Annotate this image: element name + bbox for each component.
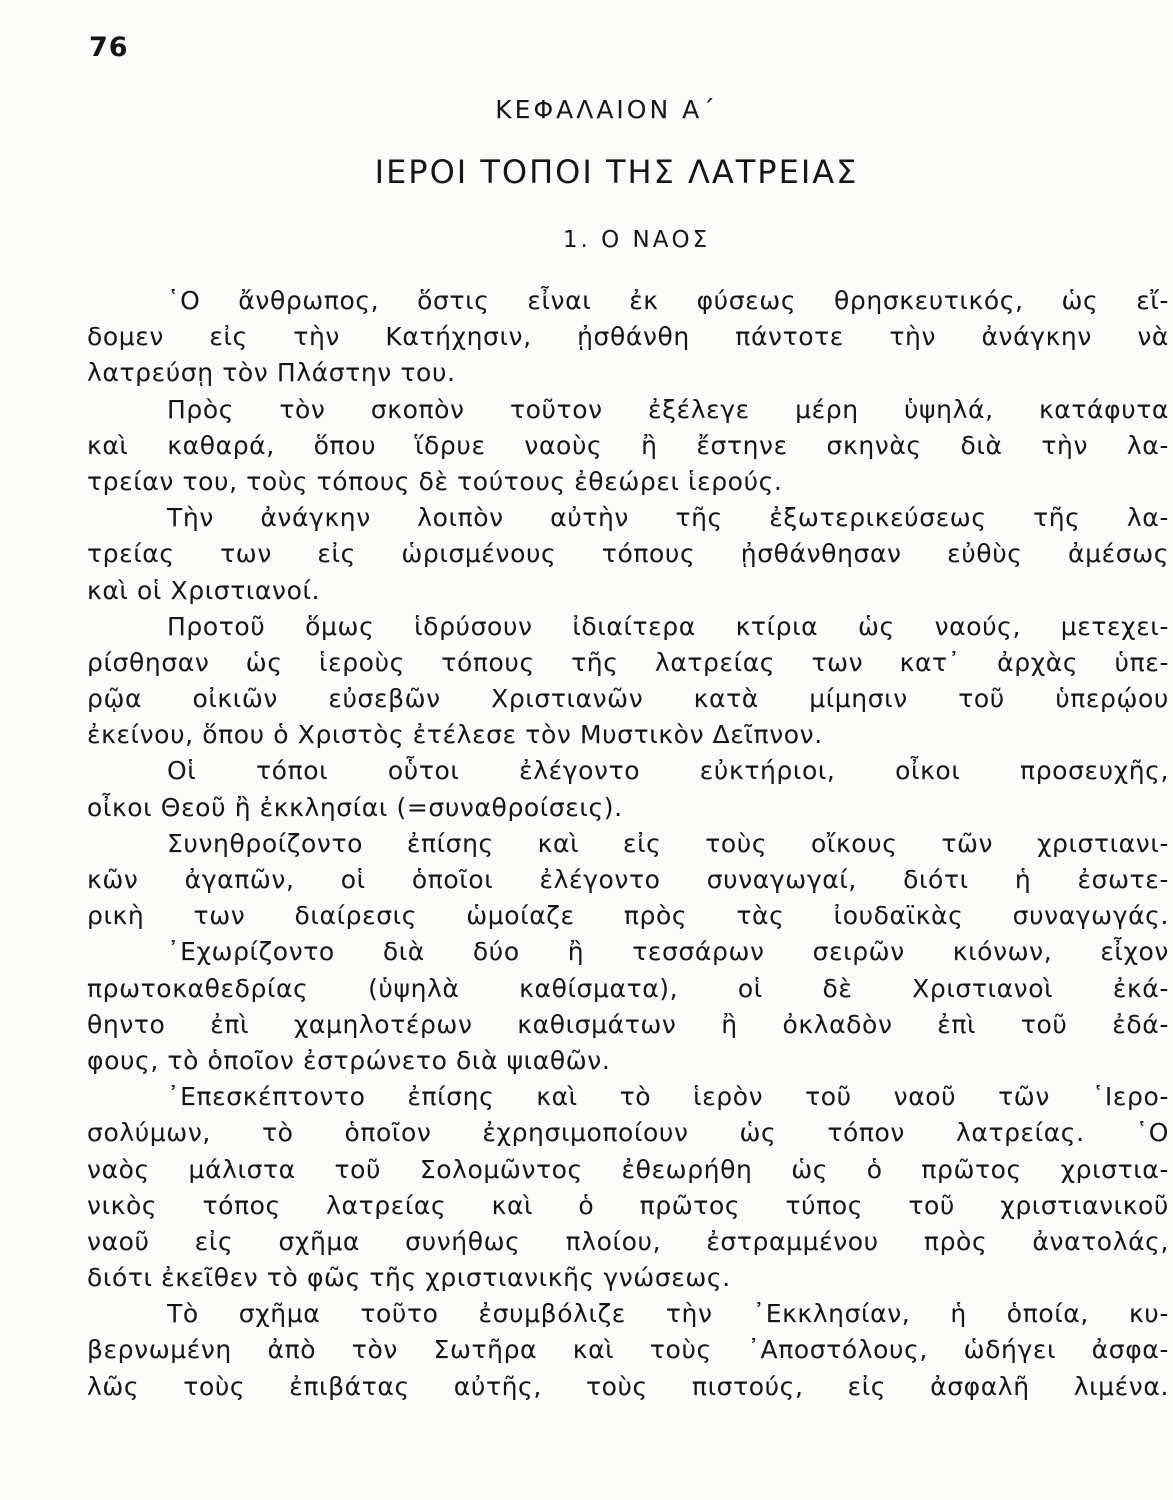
text-line: Πρὸς τὸν σκοπὸν τοῦτον ἐξέλεγε μέρη ὑψηλά, κατάφυτα xyxy=(167,394,1169,424)
text-line: λατρεύσῃ τὸν Πλάστην του. xyxy=(87,358,456,388)
text-line: σολύμων, τὸ ὁποῖον ἐχρησιμοποίουν ὡς τόπον λατρείας. ῾Ο xyxy=(87,1118,1169,1148)
text-line: ρικὴ των διαίρεσις ὡμοίαζε πρὸς τὰς ἰουδαϊκὰς συναγωγάς. xyxy=(87,901,1169,931)
text-line: τρείας των εἰς ὡρισμένους τόπους ᾐσθάνθησαν εὐθὺς ἀμέσως xyxy=(87,539,1169,569)
text-line: ρῷα οἰκιῶν εὐσεβῶν Χριστιανῶν κατὰ μίμησιν τοῦ ὑπερῴου xyxy=(87,684,1169,714)
body-text xyxy=(87,283,1169,1405)
text-line: διότι ἐκεῖθεν τὸ φῶς τῆς χριστιανικῆς γνώσεως. xyxy=(87,1263,731,1293)
text-line: δομεν εἰς τὴν Κατήχησιν, ᾐσθάνθη πάντοτε τὴν ἀνάγκην νὰ xyxy=(87,322,1169,352)
text-line: θηντο ἐπὶ χαμηλοτέρων καθισμάτων ἢ ὀκλαδὸν ἐπὶ τοῦ ἐδά- xyxy=(87,1009,1169,1039)
text-line: ῾Ο ἄνθρωπος, ὅστις εἶναι ἐκ φύσεως θρησκευτικός, ὡς εἴ- xyxy=(167,286,1169,315)
text-line: πρωτοκαθεδρίας (ὑψηλὰ καθίσματα), οἱ δὲ Χριστιανοὶ ἐκά- xyxy=(87,973,1169,1003)
text-line: Οἱ τόποι οὗτοι ἐλέγοντο εὐκτήριοι, οἶκοι προσευχῆς, xyxy=(167,756,1169,786)
text-line: φους, τὸ ὁποῖον ἐστρώνετο διὰ ψιαθῶν. xyxy=(87,1045,611,1075)
text-line: ἐκείνου, ὅπου ὁ Χριστὸς ἐτέλεσε τὸν Μυστικὸν Δεῖπνον. xyxy=(87,720,823,750)
text-line: οἶκοι Θεοῦ ἢ ἐκκλησίαι (=συναθροίσεις). xyxy=(87,792,623,822)
text-line: ναὸς μάλιστα τοῦ Σολομῶντος ἐθεωρήθη ὡς ὁ πρῶτος χριστια- xyxy=(87,1154,1169,1184)
text-line: Συνηθροίζοντο ἐπίσης καὶ εἰς τοὺς οἴκους τῶν χριστιανι- xyxy=(167,828,1169,858)
chapter-title: ΙΕΡΟΙ ΤΟΠΟΙ ΤΗΣ ΛΑΤΡΕΙΑΣ xyxy=(374,153,859,191)
page-number: 76 xyxy=(89,32,129,63)
text-line: καὶ καθαρά, ὅπου ἵδρυε ναοὺς ἢ ἔστηνε σκηνὰς διὰ τὴν λα- xyxy=(87,430,1169,460)
text-line: Τὸ σχῆμα τοῦτο ἐσυμβόλιζε τὴν ᾿Εκκλησίαν, ἡ ὁποία, κυ- xyxy=(167,1299,1169,1329)
text-line: βερνωμένη ἀπὸ τὸν Σωτῆρα καὶ τοὺς ᾿Αποστόλους, ὡδήγει ἀσφα- xyxy=(87,1335,1169,1365)
section-title: 1. Ο ΝΑΟΣ xyxy=(562,227,711,253)
chapter-label: ΚΕΦΑΛΑΙΟΝ Α΄ xyxy=(495,95,718,124)
text-line: ᾿Επεσκέπτοντο ἐπίσης καὶ τὸ ἱερὸν τοῦ ναοῦ τῶν ῾Ιερο- xyxy=(167,1082,1169,1112)
text-line: Προτοῦ ὅμως ἱδρύσουν ἰδιαίτερα κτίρια ὡς ναούς, μετεχει- xyxy=(167,611,1169,641)
text-line: καὶ οἱ Χριστιανοί. xyxy=(87,575,321,605)
text-line: Τὴν ἀνάγκην λοιπὸν αὐτὴν τῆς ἐξωτερικεύσεως τῆς λα- xyxy=(167,503,1169,533)
text-line: τρείαν του, τοὺς τόπους δὲ τούτους ἐθεώρει ἱερούς. xyxy=(87,466,783,496)
text-line: ναοῦ εἰς σχῆμα συνήθως πλοίου, ἐστραμμένου πρὸς ἀνατολάς, xyxy=(87,1226,1169,1256)
text-line: ᾿Εχωρίζοντο διὰ δύο ἢ τεσσάρων σειρῶν κιόνων, εἶχον xyxy=(167,937,1169,967)
text-line: ρίσθησαν ὡς ἱεροὺς τόπους τῆς λατρείας των κατ᾿ ἀρχὰς ὑπε- xyxy=(87,647,1169,677)
text-line: λῶς τοὺς ἐπιβάτας αὐτῆς, τοὺς πιστούς, εἰς ἀσφαλῆ λιμένα. xyxy=(87,1371,1169,1401)
text-line: κῶν ἀγαπῶν, οἱ ὁποῖοι ἐλέγοντο συναγωγαί, διότι ἡ ἐσωτε- xyxy=(87,865,1169,894)
text-line: νικὸς τόπος λατρείας καὶ ὁ πρῶτος τύπος τοῦ χριστιανικοῦ xyxy=(87,1190,1169,1220)
